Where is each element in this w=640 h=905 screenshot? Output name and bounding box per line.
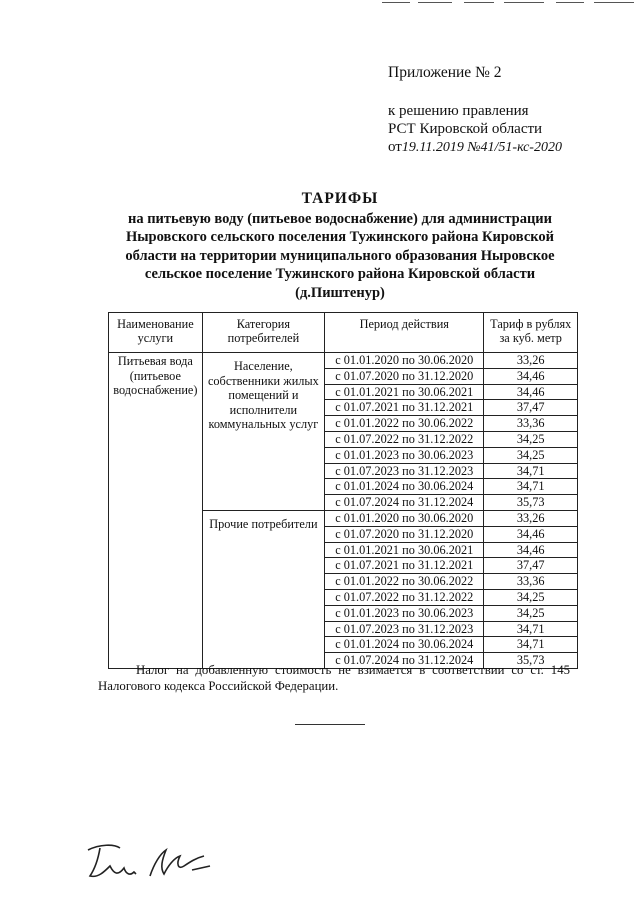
appendix-title: Приложение № 2 <box>388 64 502 81</box>
vat-note: Налог на добавленную стоимость не взимается в соответствии со ст. 145 Налогового кодекса Российской Федерации. <box>98 663 570 693</box>
service-name-cell: Питьевая вода (питьевое водоснабжение) <box>109 353 203 669</box>
document-title <box>120 190 560 302</box>
tariff-cell: 33,36 <box>484 574 578 590</box>
period-cell: с 01.01.2020 по 30.06.2020 <box>325 510 484 526</box>
title-line-4: сельское поселение Тужинского района Кировской области <box>144 266 536 282</box>
header-category: Категория потребителей <box>202 313 324 353</box>
tariffs-table <box>108 312 578 669</box>
tariff-cell: 37,47 <box>484 558 578 574</box>
period-cell: с 01.07.2022 по 31.12.2022 <box>325 431 484 447</box>
handwritten-signature <box>80 836 230 886</box>
header-tariff: Тариф в рублях за куб. метр <box>484 313 578 353</box>
tariff-cell: 37,47 <box>484 400 578 416</box>
tariff-cell: 33,26 <box>484 353 578 369</box>
tariff-cell: 34,46 <box>484 384 578 400</box>
tariff-cell: 34,46 <box>484 526 578 542</box>
period-cell: с 01.07.2021 по 31.12.2021 <box>325 558 484 574</box>
table-body <box>109 353 578 669</box>
tariff-cell: 34,71 <box>484 621 578 637</box>
title-line-1: на питьевую воду (питьевое водоснабжение) для администрации <box>127 210 553 227</box>
header-period: Период действия <box>325 313 484 353</box>
header-service: Наименование услуги <box>109 313 203 353</box>
period-cell: с 01.01.2022 по 30.06.2022 <box>325 416 484 432</box>
tariff-cell: 34,25 <box>484 431 578 447</box>
tariff-cell: 35,73 <box>484 495 578 511</box>
title-line-5: (д.Пиштенур) <box>295 284 385 301</box>
period-cell: с 01.01.2020 по 30.06.2020 <box>325 353 484 369</box>
period-cell: с 01.07.2024 по 31.12.2024 <box>325 495 484 511</box>
period-cell: с 01.01.2022 по 30.06.2022 <box>325 574 484 590</box>
title-main: ТАРИФЫ <box>301 190 379 207</box>
period-cell: с 01.07.2021 по 31.12.2021 <box>325 400 484 416</box>
period-cell: с 01.07.2020 по 31.12.2020 <box>325 526 484 542</box>
period-cell: с 01.07.2022 по 31.12.2022 <box>325 589 484 605</box>
divider-line <box>295 724 365 725</box>
tariff-cell: 33,36 <box>484 416 578 432</box>
table-row <box>109 353 578 369</box>
appendix-date-line <box>388 138 562 157</box>
period-cell: с 01.07.2023 по 31.12.2023 <box>325 621 484 637</box>
appendix-line-1: к решению правления <box>388 103 529 119</box>
period-cell: с 01.07.2024 по 31.12.2024 <box>325 653 484 669</box>
appendix-line-2: РСТ Кировской области <box>388 121 543 137</box>
appendix-block <box>388 64 562 157</box>
period-cell: с 01.01.2021 по 30.06.2021 <box>325 542 484 558</box>
scan-header-lines <box>382 2 637 6</box>
period-cell: с 01.07.2023 по 31.12.2023 <box>325 463 484 479</box>
period-cell: с 01.01.2024 по 30.06.2024 <box>325 479 484 495</box>
period-cell: с 01.01.2021 по 30.06.2021 <box>325 384 484 400</box>
period-cell: с 01.01.2023 по 30.06.2023 <box>325 605 484 621</box>
period-cell: с 01.07.2020 по 31.12.2020 <box>325 368 484 384</box>
tariff-cell: 35,73 <box>484 653 578 669</box>
title-line-2: Ныровского сельского поселения Тужинского района Кировской <box>125 229 555 245</box>
period-cell: с 01.01.2024 по 30.06.2024 <box>325 637 484 653</box>
appendix-date-handwritten: 19.11.2019 №41/51-кс-2020 <box>401 140 562 155</box>
title-line-3: области на территории муниципального образования Ныровское <box>125 247 555 264</box>
tariff-cell: 34,25 <box>484 447 578 463</box>
category-cell: Прочие потребители <box>202 510 324 668</box>
period-cell: с 01.01.2023 по 30.06.2023 <box>325 447 484 463</box>
tariff-cell: 33,26 <box>484 510 578 526</box>
tariff-cell: 34,25 <box>484 605 578 621</box>
tariff-cell: 34,46 <box>484 542 578 558</box>
tariff-cell: 34,71 <box>484 637 578 653</box>
tariff-cell: 34,71 <box>484 479 578 495</box>
appendix-date-prefix: от <box>388 139 402 155</box>
tariff-cell: 34,25 <box>484 589 578 605</box>
table-header-row <box>109 313 578 353</box>
tariff-cell: 34,71 <box>484 463 578 479</box>
tariff-cell: 34,46 <box>484 368 578 384</box>
category-cell: Население, собственники жилых помещений и исполнители коммунальных услуг <box>202 353 324 511</box>
